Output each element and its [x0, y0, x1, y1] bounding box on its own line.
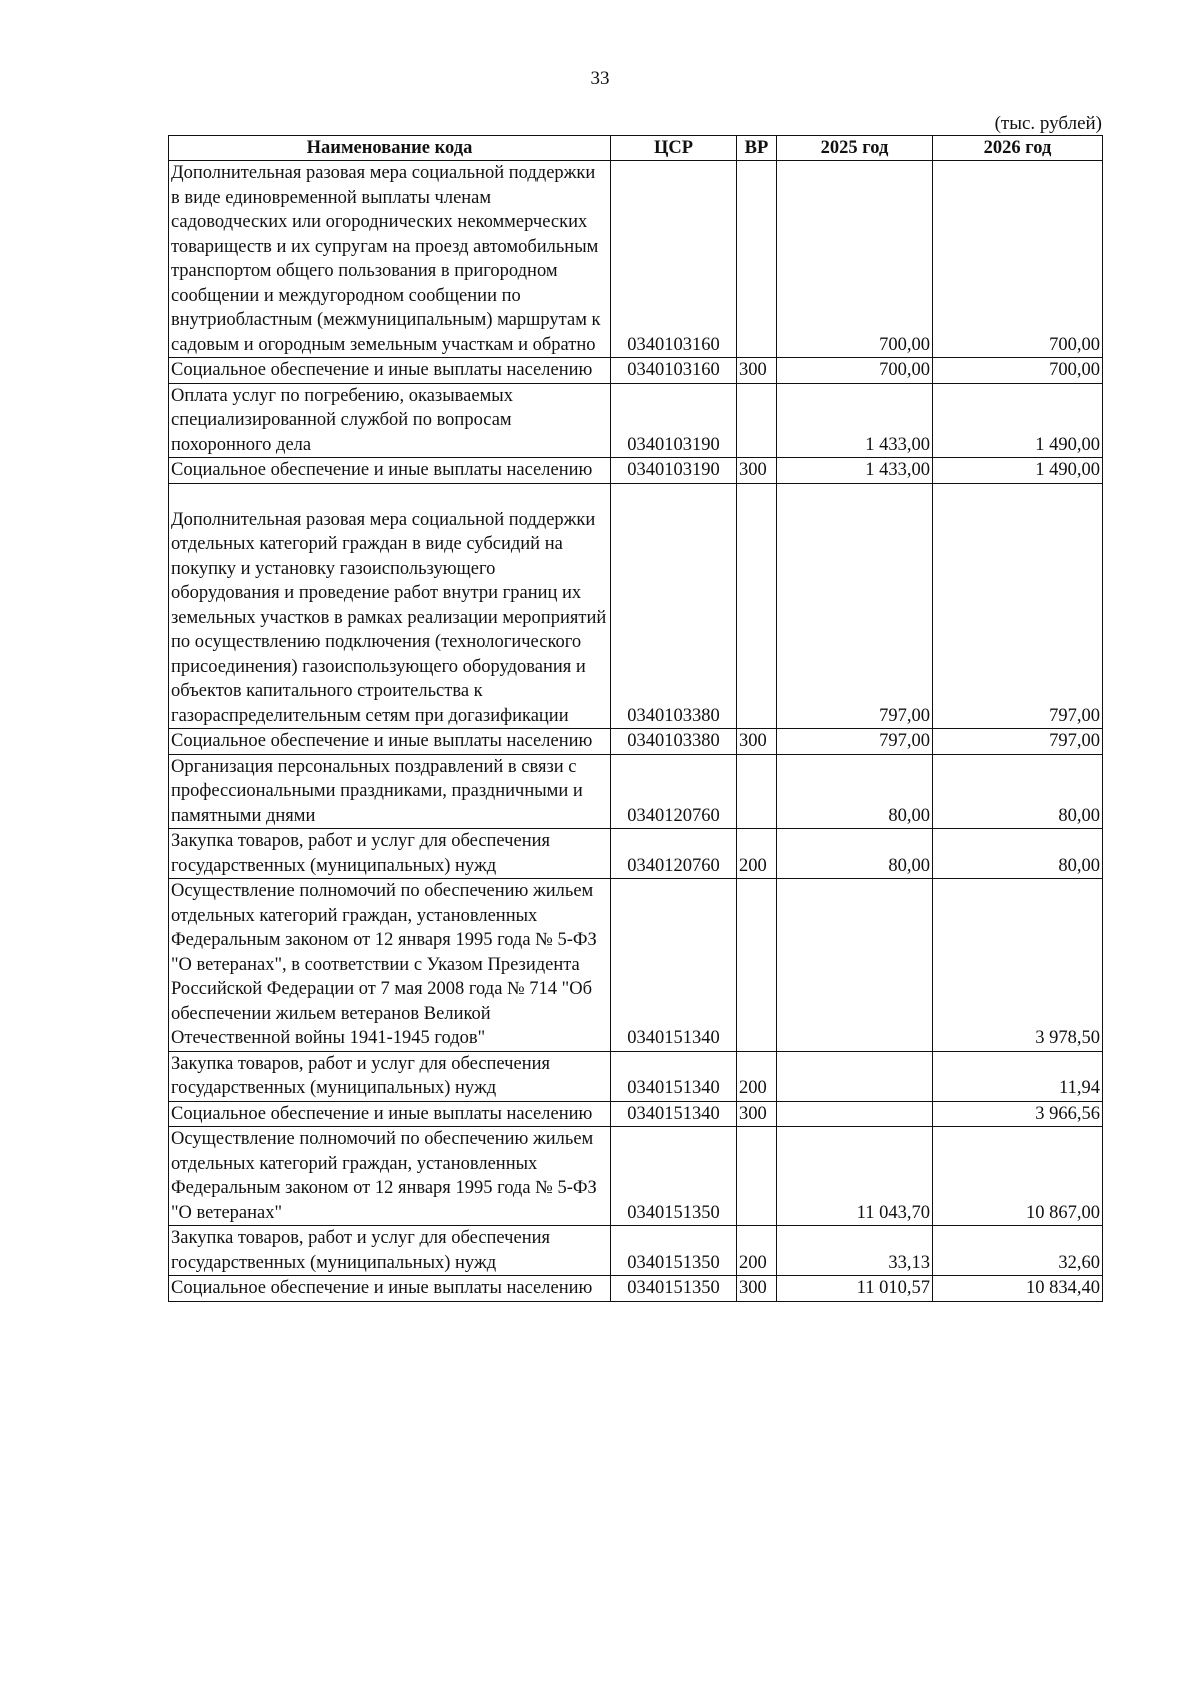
table-row — [169, 458, 1103, 484]
row-name: Осуществление полномочий по обеспечению жильем отдельных категорий граждан, установленных Федеральным законом от 12 января 1995 года № 5-ФЗ "О ветеранах" — [169, 1127, 611, 1226]
table-row — [169, 1276, 1103, 1302]
row-vr — [737, 879, 777, 1052]
row-2026: 80,00 — [933, 754, 1103, 829]
row-2026: 797,00 — [933, 729, 1103, 755]
row-vr — [737, 161, 777, 358]
row-csr: 0340151340 — [611, 1051, 737, 1101]
row-csr: 0340151340 — [611, 1101, 737, 1127]
row-name: Социальное обеспечение и иные выплаты населению — [169, 1101, 611, 1127]
row-csr: 0340103380 — [611, 729, 737, 755]
row-2025: 1 433,00 — [777, 383, 933, 458]
row-name: Закупка товаров, работ и услуг для обеспечения государственных (муниципальных) нужд — [169, 1226, 611, 1276]
row-csr: 0340120760 — [611, 829, 737, 879]
row-2026: 10 867,00 — [933, 1127, 1103, 1226]
row-csr: 0340103380 — [611, 483, 737, 729]
row-name: Дополнительная разовая мера социальной поддержки в виде единовременной выплаты членам садоводческих или огороднических некоммерческих товариществ и их супругам на проезд автомобильным транспортом общего пользования в пригородном сообщении и междугородном сообщении по внутриобластным (межмуниципальным) маршрутам к садовым и огородным земельным участкам и обратно — [169, 161, 611, 358]
row-name: Социальное обеспечение и иные выплаты населению — [169, 1276, 611, 1302]
row-vr: 200 — [737, 1051, 777, 1101]
row-2026: 1 490,00 — [933, 383, 1103, 458]
row-vr: 200 — [737, 829, 777, 879]
row-vr: 300 — [737, 458, 777, 484]
row-vr: 200 — [737, 1226, 777, 1276]
row-2025: 80,00 — [777, 829, 933, 879]
row-2025: 700,00 — [777, 358, 933, 384]
row-vr: 300 — [737, 1101, 777, 1127]
row-2026: 700,00 — [933, 161, 1103, 358]
row-2026: 3 978,50 — [933, 879, 1103, 1052]
table-row — [169, 1226, 1103, 1276]
table-row — [169, 829, 1103, 879]
row-2025: 700,00 — [777, 161, 933, 358]
table-row — [169, 358, 1103, 384]
row-2026: 797,00 — [933, 483, 1103, 729]
row-name: Дополнительная разовая мера социальной поддержки отдельных категорий граждан в виде субсидий на покупку и установку газоиспользующего оборудования и проведение работ внутри границ их земельных участков в рамках реализации мероприятий по осуществлению подключения (технологического присоединения) газоиспользующего оборудования и объектов капитального строительства к газораспределительным сетям при догазификации — [169, 483, 611, 729]
header-csr: ЦСР — [611, 136, 737, 161]
row-name: Осуществление полномочий по обеспечению жильем отдельных категорий граждан, установленных Федеральным законом от 12 января 1995 года № 5-ФЗ "О ветеранах", в соответствии с Указом Президента Российской Федерации от 7 мая 2008 года № 714 "Об обеспечении жильем ветеранов Великой Отечественной войны 1941-1945 годов" — [169, 879, 611, 1052]
row-csr: 0340103160 — [611, 358, 737, 384]
row-csr: 0340120760 — [611, 754, 737, 829]
row-csr: 0340151350 — [611, 1127, 737, 1226]
row-2026: 3 966,56 — [933, 1101, 1103, 1127]
row-2025 — [777, 1101, 933, 1127]
header-2025: 2025 год — [777, 136, 933, 161]
row-vr — [737, 754, 777, 829]
table-row — [169, 729, 1103, 755]
table-row — [169, 483, 1103, 729]
row-csr: 0340151340 — [611, 879, 737, 1052]
row-name: Закупка товаров, работ и услуг для обеспечения государственных (муниципальных) нужд — [169, 829, 611, 879]
row-2025: 797,00 — [777, 483, 933, 729]
row-2026: 700,00 — [933, 358, 1103, 384]
table-row — [169, 754, 1103, 829]
row-csr: 0340151350 — [611, 1226, 737, 1276]
row-2026: 32,60 — [933, 1226, 1103, 1276]
table-row — [169, 383, 1103, 458]
table-header-row — [169, 136, 1103, 161]
table-row — [169, 879, 1103, 1052]
row-name: Социальное обеспечение и иные выплаты населению — [169, 358, 611, 384]
row-2026: 11,94 — [933, 1051, 1103, 1101]
row-2025: 11 043,70 — [777, 1127, 933, 1226]
row-vr — [737, 383, 777, 458]
row-vr: 300 — [737, 1276, 777, 1302]
row-vr — [737, 483, 777, 729]
row-name: Оплата услуг по погребению, оказываемых специализированной службой по вопросам похоронного дела — [169, 383, 611, 458]
row-csr: 0340103190 — [611, 383, 737, 458]
table-row — [169, 161, 1103, 358]
row-2025: 80,00 — [777, 754, 933, 829]
header-vr: ВР — [737, 136, 777, 161]
header-2026: 2026 год — [933, 136, 1103, 161]
row-name: Социальное обеспечение и иные выплаты населению — [169, 729, 611, 755]
table-row — [169, 1101, 1103, 1127]
row-2026: 80,00 — [933, 829, 1103, 879]
row-vr: 300 — [737, 358, 777, 384]
row-2025: 33,13 — [777, 1226, 933, 1276]
row-csr: 0340103190 — [611, 458, 737, 484]
row-2025 — [777, 1051, 933, 1101]
table-row — [169, 1127, 1103, 1226]
row-2025: 1 433,00 — [777, 458, 933, 484]
units-label: (тыс. рублей) — [994, 113, 1102, 134]
budget-table — [168, 135, 1103, 1302]
row-name: Организация персональных поздравлений в связи с профессиональными праздниками, праздничными и памятными днями — [169, 754, 611, 829]
row-2026: 10 834,40 — [933, 1276, 1103, 1302]
row-csr: 0340103160 — [611, 161, 737, 358]
row-vr: 300 — [737, 729, 777, 755]
table-row — [169, 1051, 1103, 1101]
header-name: Наименование кода — [169, 136, 611, 161]
row-2025: 797,00 — [777, 729, 933, 755]
row-name: Закупка товаров, работ и услуг для обеспечения государственных (муниципальных) нужд — [169, 1051, 611, 1101]
row-2025: 11 010,57 — [777, 1276, 933, 1302]
row-name: Социальное обеспечение и иные выплаты населению — [169, 458, 611, 484]
row-vr — [737, 1127, 777, 1226]
row-2026: 1 490,00 — [933, 458, 1103, 484]
row-csr: 0340151350 — [611, 1276, 737, 1302]
row-2025 — [777, 879, 933, 1052]
page-number: 33 — [590, 68, 610, 89]
